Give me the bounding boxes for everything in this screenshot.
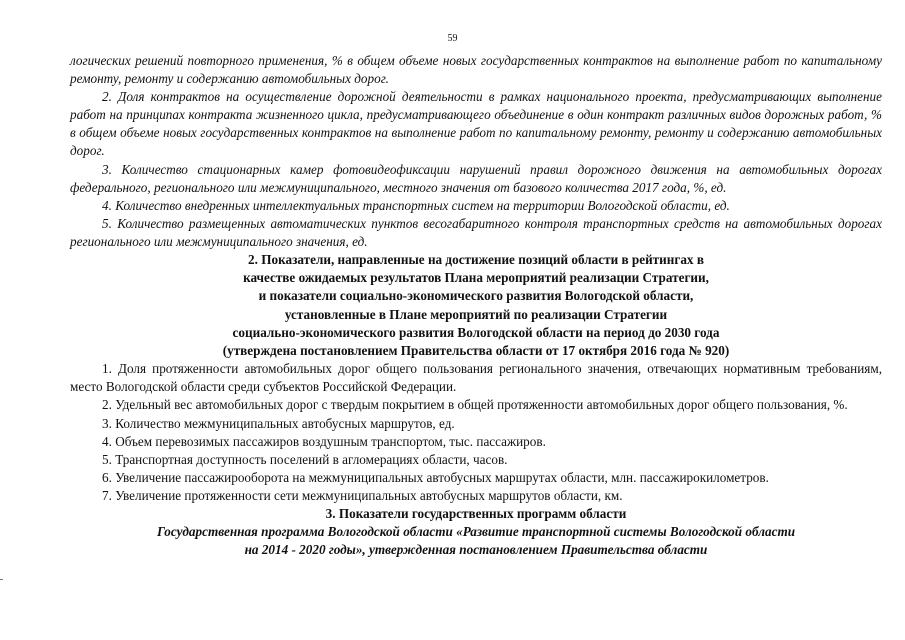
- section-2-item-6: 6. Увеличение пассажирооборота на межмуниципальных автобусных маршрутах области, млн. пассажирокилометров.: [102, 469, 769, 485]
- section-2-heading-line: качестве ожидаемых результатов Плана мероприятий реализации Стратегии,: [243, 270, 709, 286]
- section-2-heading: [70, 251, 882, 360]
- section-3-heading: 3. Показатели государственных программ области: [325, 506, 627, 521]
- section-2-item-3: 3. Количество межмуниципальных автобусных маршрутов, ед.: [102, 415, 455, 431]
- intro-paragraph: логических решений повторного применения, % в общем объеме новых государственных контрактов на выполнение работ по капитальному ремонту, ремонту и содержанию автомобильных дорог.: [70, 53, 882, 87]
- section-2-heading-line: 2. Показатели, направленные на достижение позиций области в рейтингах в: [248, 252, 704, 268]
- intro-item-2: 2. Доля контрактов на осуществление дорожной деятельности в рамках национального проекта, предусматривающих выполнение работ на принципах контракта жизненного цикла, предусматривающего объединение в один контракт различных видов дорожных работ, % в общем объеме новых государственных контрактов на выполнение работ по капитальному ремонту, ремонту и содержанию автомобильных дорог.: [70, 89, 882, 159]
- section-2-heading-line: установленные в Плане мероприятий по реализации Стратегии: [284, 306, 668, 322]
- section-2-heading-line: социально-экономического развития Вологодской области на период до 2030 года: [232, 324, 720, 340]
- section-3-subheading-line: на 2014 - 2020 годы», утвержденная постановлением Правительства области: [244, 542, 708, 558]
- section-2-item-1: 1. Доля протяженности автомобильных дорог общего пользования регионального значения, отвечающих нормативным требованиям, место Вологодской области среди субъектов Российской Федерации.: [70, 361, 882, 395]
- margin-mark: [0, 579, 3, 580]
- intro-item-3: 3. Количество стационарных камер фотовидеофиксации нарушений правил дорожного движения на автомобильных дорогах федерального, регионального или межмуниципального, местного значения от базового количества 2017 года, %, ед.: [70, 161, 882, 195]
- section-3-subheading-line: Государственная программа Вологодской области «Развитие транспортной системы Вологодской области: [156, 524, 796, 540]
- document-body: [70, 52, 882, 559]
- section-2-item-7: 7. Увеличение протяженности сети межмуниципальных автобусных маршрутов области, км.: [102, 487, 623, 503]
- section-2-item-4: 4. Объем перевозимых пассажиров воздушным транспортом, тыс. пассажиров.: [102, 433, 546, 449]
- section-2-heading-line: и показатели социально-экономического развития Вологодской области,: [258, 288, 694, 304]
- section-2-item-2: 2. Удельный вес автомобильных дорог с твердым покрытием в общей протяженности автомобильных дорог общего пользования, %.: [102, 397, 848, 413]
- page-number: 59: [447, 33, 458, 44]
- section-3-subheading: [70, 523, 882, 559]
- section-2-heading-line: (утверждена постановлением Правительства области от 17 октября 2016 года № 920): [222, 343, 730, 359]
- intro-item-5: 5. Количество размещенных автоматических пунктов весогабаритного контроля транспортных средств на автомобильных дорогах регионального или межмуниципального значения, ед.: [70, 215, 882, 249]
- intro-item-4: 4. Количество внедренных интеллектуальных транспортных систем на территории Вологодской области, ед.: [102, 197, 730, 213]
- section-2-item-5: 5. Транспортная доступность поселений в агломерациях области, часов.: [102, 451, 508, 467]
